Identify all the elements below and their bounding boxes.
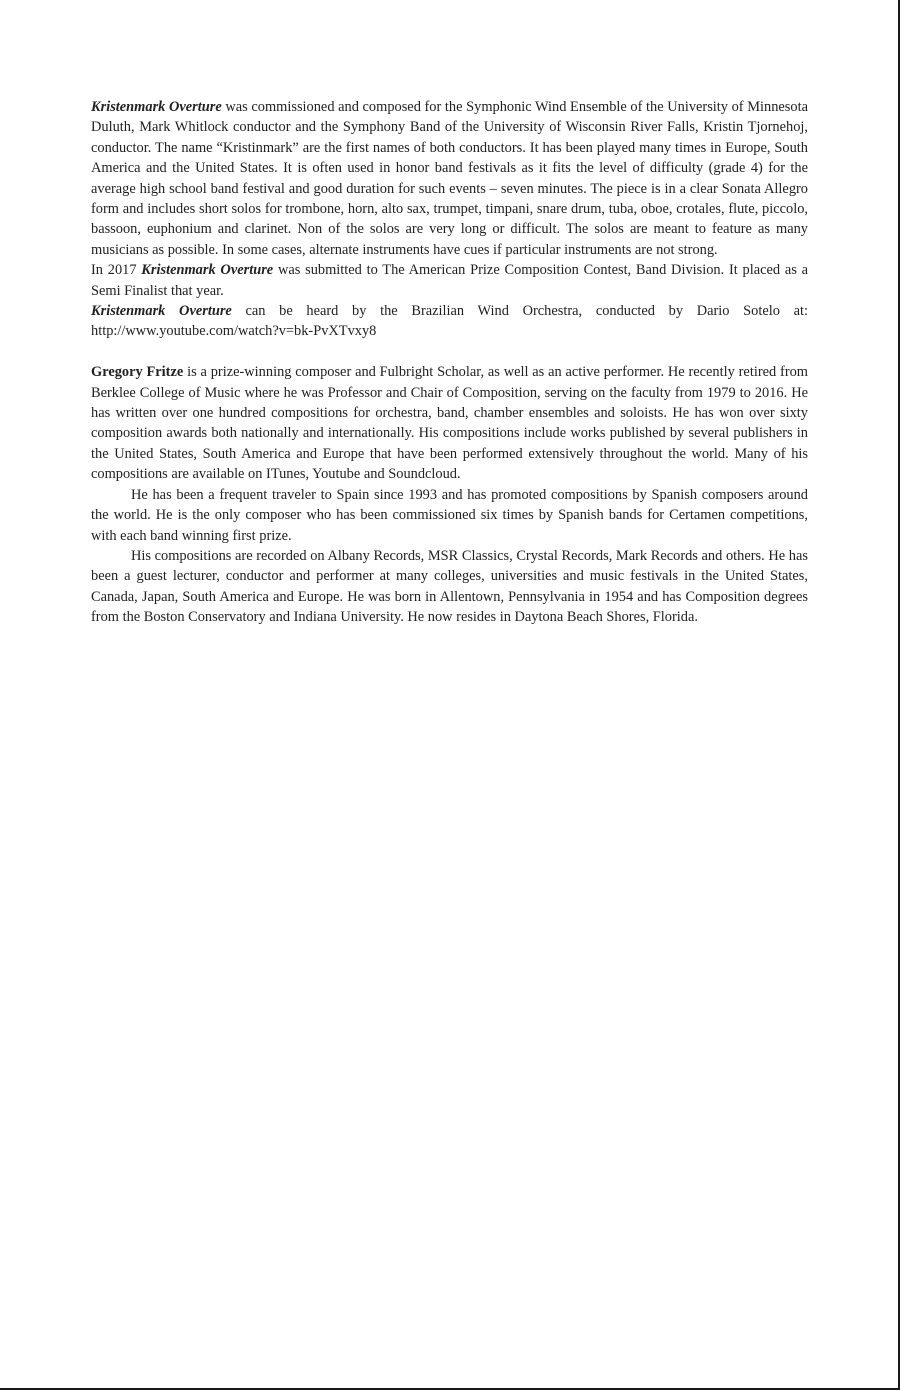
bio-recordings-paragraph: His compositions are recorded on Albany Records, MSR Classics, Crystal Records, Mark Records and others. He has been a guest lecturer, conductor and performer at many colleges, universities and music festivals in the United States, Canada, Japan, South America and Europe. He was born in Allentown, Pennsylvania in 1954 and has Composition degrees from the Boston Conservatory and Indiana University. He now resides in Daytona Beach Shores, Florida. [91, 547, 808, 626]
prize-paragraph [91, 260, 808, 301]
piece-title: Kristenmark Overture [91, 303, 232, 320]
bio-intro-paragraph [91, 362, 808, 484]
bio-spain-paragraph: He has been a frequent traveler to Spain since 1993 and has promoted compositions by Spanish composers around the world. He is the only composer who has been commissioned six times by Spanish bands for Certamen competitions, with each band winning first prize. [91, 486, 808, 544]
piece-description-paragraph [91, 97, 808, 260]
recording-paragraph [91, 301, 808, 342]
prize-text-after: was submitted to The American Prize Composition Contest, Band Division. It placed as a Semi Finalist that year. [91, 262, 808, 299]
bio-intro-text: is a prize-winning composer and Fulbright Scholar, as well as an active performer. He recently retired from Berklee College of Music where he was Professor and Chair of Composition, serving on the faculty from 1979 to 2016. He has written over one hundred compositions for orchestra, band, chamber ensembles and soloists. He has won over sixty composition awards both nationally and internationally. His compositions include works published by several publishers in the United States, South America and Europe that have been performed extensively throughout the world. Many of his compositions are available on ITunes, Youtube and Soundcloud. [91, 364, 808, 483]
recording-text: can be heard by the Brazilian Wind Orchestra, conducted by Dario Sotelo at: http://www.youtube.com/watch?v=bk-PvXTvxy8 [91, 303, 808, 340]
piece-title: Kristenmark Overture [91, 99, 222, 115]
paragraph-gap [91, 342, 808, 362]
prize-text-before: In 2017 [91, 262, 142, 279]
piece-title: Kristenmark Overture [141, 262, 274, 279]
composer-name: Gregory Fritze [91, 364, 184, 381]
piece-description-text: was commissioned and composed for the Symphonic Wind Ensemble of the University of Minnesota Duluth, Mark Whitlock conductor and the Symphony Band of the University of Wisconsin River Falls, Kristin Tjornehoj, conductor. The name “Kristinmark” are the first names of both conductors. It has been played many times in Europe, South America and the United States. It is often used in honor band festivals as it fits the level of difficulty (grade 4) for the average high school band festival and good duration for such events – seven minutes. The piece is in a clear Sonata Allegro form and includes short solos for trombone, horn, alto sax, trumpet, timpani, snare drum, tuba, oboe, crotales, flute, piccolo, bassoon, euphonium and clarinet. Non of the solos are very long or difficult. The solos are meant to feature as many musicians as possible. In some cases, alternate instruments have cues if particular instruments are not strong. [91, 99, 808, 258]
page-content [91, 97, 808, 628]
